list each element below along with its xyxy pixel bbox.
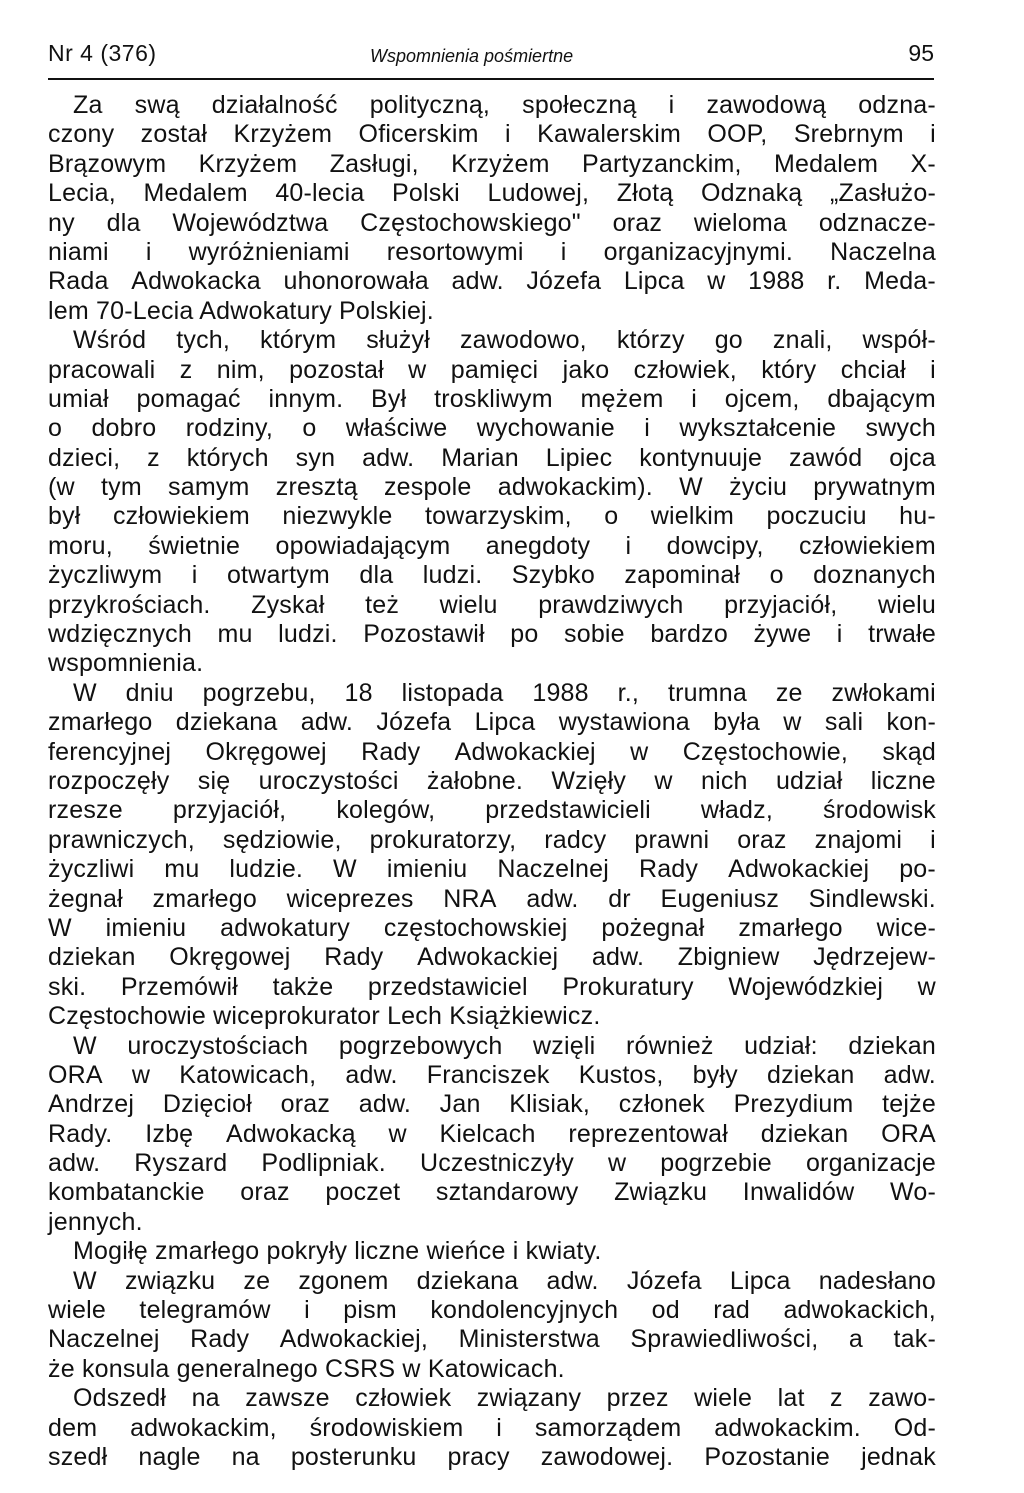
text-line: Za swą działalność polityczną, społeczną i zawodową odzna- <box>73 91 936 119</box>
text-line: ferencyjnej Okręgowej Rady Adwokackiej w Częstochowie, skąd <box>48 737 936 766</box>
text-line: Odszedł na zawsze człowiek związany przez wiele lat z zawo- <box>73 1384 936 1413</box>
text-line: W uroczystościach pogrzebowych wzięli również udział: dziekan <box>73 1031 936 1060</box>
text-line: adw. Ryszard Podlipniak. Uczestniczyły w pogrzebie organizacje <box>48 1149 936 1178</box>
text-line: rozpoczęły się uroczystości żałobne. Wzięły w nich udział liczne <box>48 766 936 795</box>
text-line: jennych. <box>48 1207 143 1236</box>
section-title: Wspomnienia pośmiertne <box>370 46 574 66</box>
text-line: W związku ze zgonem dziekana adw. Józefa Lipca nadesłano <box>73 1266 936 1295</box>
text-line: W imieniu adwokatury częstochowskiej pożegnał zmarłego wice- <box>48 913 936 942</box>
text-line: wdzięcznych mu ludzi. Pozostawił po sobie bardzo żywe i trwałe <box>48 620 936 649</box>
text-line: dem adwokackim, środowiskiem i samorządem adwokackim. Od- <box>48 1413 936 1442</box>
article-body <box>48 91 936 1472</box>
text-line: dziekan Okręgowej Rady Adwokackiej adw. Zbigniew Jędrzejew- <box>48 943 936 972</box>
text-line: był człowiekiem niezwykle towarzyskim, o wielkim poczuciu hu- <box>48 502 936 531</box>
text-line: życzliwym i otwartym dla ludzi. Szybko zapominał o doznanych <box>48 561 936 590</box>
text-line: o dobro rodziny, o właściwe wychowanie i wykształcenie swych <box>48 414 936 443</box>
text-line: że konsula generalnego CSRS w Katowicach. <box>48 1354 565 1383</box>
text-line: prawniczych, sędziowie, prokuratorzy, radcy prawni oraz znajomi i <box>48 825 936 854</box>
text-line: lem 70-Lecia Adwokatury Polskiej. <box>48 296 434 325</box>
text-line: W dniu pogrzebu, 18 listopada 1988 r., trumna ze zwłokami <box>73 678 936 707</box>
text-line: moru, świetnie opowiadającym anegdoty i dowcipy, człowiekiem <box>48 531 936 560</box>
text-line: Mogiłę zmarłego pokryły liczne wieńce i kwiaty. <box>73 1237 602 1266</box>
text-line: przykrościach. Zyskał też wielu prawdziwych przyjaciół, wielu <box>48 590 936 619</box>
text-line: umiał pomagać innym. Był troskliwym mężem i ojcem, dbającym <box>48 384 936 413</box>
text-line: Brązowym Krzyżem Zasługi, Krzyżem Partyzanckim, Medalem X- <box>48 149 936 178</box>
text-line: Wśród tych, którym służył zawodowo, którzy go znali, współ- <box>73 326 936 355</box>
text-line: (w tym samym zresztą zespole adwokackim). W życiu prywatnym <box>48 473 936 502</box>
text-line: czony został Krzyżem Oficerskim i Kawalerskim OOP, Srebrnym i <box>48 120 936 149</box>
text-line: kombatanckie oraz poczet sztandarowy Związku Inwalidów Wo- <box>48 1178 936 1207</box>
issue-number: Nr 4 (376) <box>48 40 157 66</box>
text-line: rzesze przyjaciół, kolegów, przedstawicieli władz, środowisk <box>48 796 936 825</box>
text-line: szedł nagle na posterunku pracy zawodowej. Pozostanie jednak <box>48 1442 936 1471</box>
text-line: Rada Adwokacka uhonorowała adw. Józefa Lipca w 1988 r. Meda- <box>48 267 936 296</box>
text-line: niami i wyróżnieniami resortowymi i organizacyjnymi. Naczelna <box>48 237 936 266</box>
text-line: pracowali z nim, pozostał w pamięci jako człowiek, który chciał i <box>48 355 936 384</box>
page-number: 95 <box>908 40 934 66</box>
text-line: żegnał zmarłego wiceprezes NRA adw. dr Eugeniusz Sindlewski. <box>48 884 936 913</box>
text-line: Lecia, Medalem 40-lecia Polski Ludowej, Złotą Odznaką „Zasłużo- <box>48 179 936 208</box>
text-line: dzieci, z których syn adw. Marian Lipiec kontynuuje zawód ojca <box>48 443 936 472</box>
text-line: wiele telegramów i pism kondolencyjnych od rad adwokackich, <box>48 1296 936 1325</box>
text-line: ski. Przemówił także przedstawiciel Prokuratury Wojewódzkiej w <box>48 972 936 1001</box>
text-line: ORA w Katowicach, adw. Franciszek Kustos, były dziekan adw. <box>48 1060 936 1089</box>
text-line: wspomnienia. <box>48 649 204 678</box>
text-line: Naczelnej Rady Adwokackiej, Ministerstwa Sprawiedliwości, a tak- <box>48 1325 936 1354</box>
text-line: życzliwi mu ludzie. W imieniu Naczelnej Rady Adwokackiej po- <box>48 855 936 884</box>
running-header <box>48 38 934 80</box>
text-line: ny dla Województwa Częstochowskiego" oraz wieloma odznacze- <box>48 208 936 237</box>
text-line: Częstochowie wiceprokurator Lech Książkiewicz. <box>48 1002 601 1031</box>
text-line: zmarłego dziekana adw. Józefa Lipca wystawiona była w sali kon- <box>48 708 936 737</box>
text-line: Rady. Izbę Adwokacką w Kielcach reprezentował dziekan ORA <box>48 1119 936 1148</box>
text-line: Andrzej Dzięcioł oraz adw. Jan Klisiak, członek Prezydium tejże <box>48 1090 936 1119</box>
